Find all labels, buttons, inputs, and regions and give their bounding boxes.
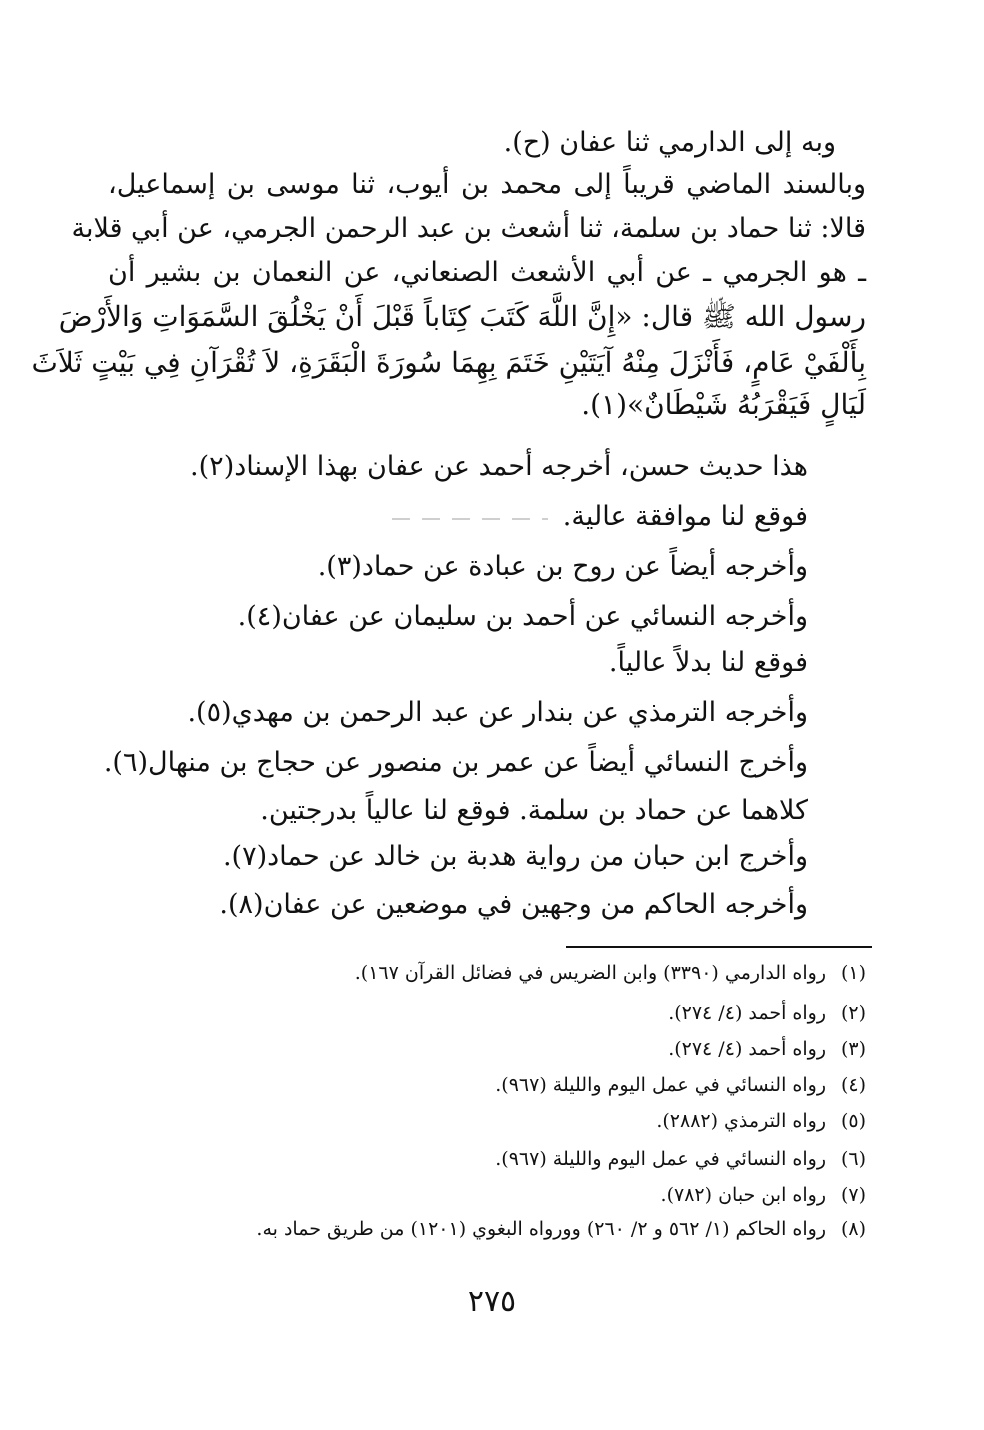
footnote-8 [256, 1214, 866, 1244]
body-line-1: وبه إلى الدارمي ثنا عفان (ح). [503, 127, 836, 158]
footnote-text: رواه النسائي في عمل اليوم والليلة (٩٦٧). [495, 1148, 826, 1170]
body-line-5: رسول الله ﷺ قال: «إِنَّ اللَّهَ كَتَبَ كِتَاباً قَبْلَ أَنْ يَخْلُقَ السَّمَوَاتِ وَالأَرْضَ [58, 300, 866, 333]
footnote-text: رواه الترمذي (٢٨٨٢). [656, 1110, 826, 1132]
footnote-number: (١) [840, 962, 866, 984]
footnote-1 [355, 958, 866, 988]
body-line-4: ـ هو الجرمي ـ عن أبي الأشعث الصنعاني، عن النعمان بن بشير أن [108, 257, 866, 288]
footnote-4 [495, 1070, 866, 1100]
footnote-separator [566, 946, 872, 948]
body-line-3: قالا: ثنا حماد بن سلمة، ثنا أشعث بن عبد الرحمن الجرمي، عن أبي قلابة [71, 213, 866, 244]
faint-rule [392, 518, 548, 520]
body-line-11: وأخرجه النسائي عن أحمد بن سليمان عن عفان(٤). [237, 601, 808, 632]
footnote-number: (٣) [840, 1038, 866, 1060]
footnote-text: رواه الدارمي (٣٣٩٠) وابن الضريس في فضائل القرآن ١٦٧). [354, 962, 826, 984]
footnote-number: (٢) [840, 1002, 866, 1024]
body-line-10: وأخرجه أيضاً عن روح بن عبادة عن حماد(٣). [317, 551, 808, 582]
body-line-7: لَيَالٍ فَيَقْرَبُهُ شَيْطَانٌ»(١). [581, 388, 866, 421]
body-line-15: كلاهما عن حماد بن سلمة. فوقع لنا عالياً بدرجتين. [260, 795, 808, 826]
footnote-text: رواه أحمد (٤/ ٢٧٤). [668, 1038, 826, 1060]
footnote-text: رواه أحمد (٤/ ٢٧٤). [668, 1002, 826, 1024]
body-line-9: فوقع لنا موافقة عالية. [562, 501, 808, 532]
body-line-17: وأخرجه الحاكم من وجهين في موضعين عن عفان(٨). [219, 889, 808, 920]
body-line-2: وبالسند الماضي قريباً إلى محمد بن أيوب، ثنا موسى بن إسماعيل، [108, 169, 866, 200]
footnote-text: رواه الحاكم (١/ ٥٦٢ و ٢/ ٢٦٠) وورواه البغوي (١٢٠١) من طريق حماد به. [256, 1218, 826, 1240]
body-line-8: هذا حديث حسن، أخرجه أحمد عن عفان بهذا الإسناد(٢). [190, 451, 808, 482]
footnote-2 [668, 998, 866, 1028]
footnote-3 [668, 1034, 866, 1064]
footnote-7 [661, 1180, 866, 1210]
footnote-number: (٥) [840, 1110, 866, 1132]
body-line-12: فوقع لنا بدلاً عالياً. [608, 647, 808, 678]
footnote-number: (٧) [840, 1184, 866, 1206]
body-line-14: وأخرج النسائي أيضاً عن عمر بن منصور عن حجاج بن منهال(٦). [103, 747, 808, 778]
footnote-number: (٨) [840, 1218, 866, 1240]
footnote-number: (٤) [840, 1074, 866, 1096]
footnote-number: (٦) [840, 1148, 866, 1170]
footnote-5 [656, 1106, 866, 1136]
body-line-6: بِأَلْفَيْ عَامٍ، فَأَنْزَلَ مِنْهُ آيَتَيْنِ خَتَمَ بِهِمَا سُورَةَ الْبَقَرَةِ، لاَ تُقْرَآنِ فِي بَيْتٍ ثَلاَثَ [31, 346, 866, 379]
footnote-text: رواه ابن حبان (٧٨٢). [660, 1184, 826, 1206]
page-number: ٢٧٥ [467, 1284, 517, 1319]
body-line-13: وأخرجه الترمذي عن بندار عن عبد الرحمن بن مهدي(٥). [187, 697, 808, 728]
footnote-text: رواه النسائي في عمل اليوم والليلة (٩٦٧). [495, 1074, 826, 1096]
footnote-6 [495, 1144, 866, 1174]
body-line-16: وأخرج ابن حبان من رواية هدبة بن خالد عن حماد(٧). [222, 841, 808, 872]
